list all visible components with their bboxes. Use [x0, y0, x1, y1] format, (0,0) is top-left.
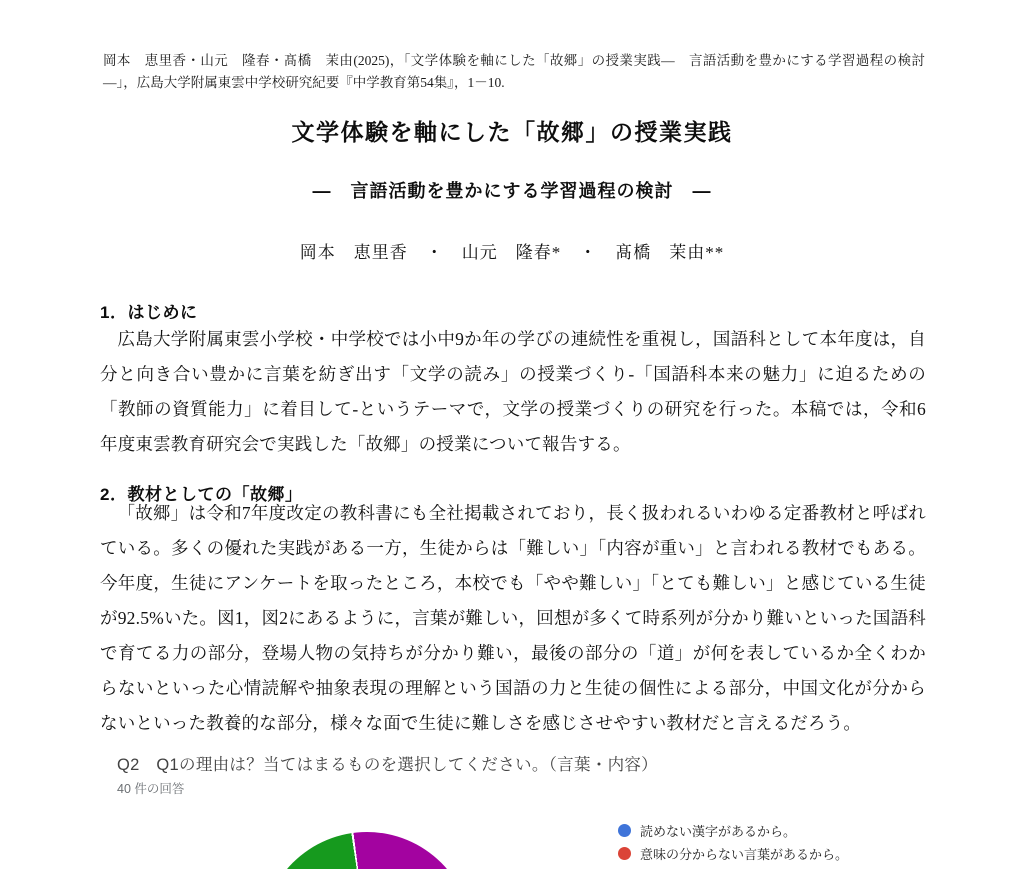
survey-figure	[0, 740, 1024, 869]
legend-dot-blue-icon	[618, 824, 631, 837]
section-1-heading: 1．はじめに	[100, 303, 198, 322]
legend-label: 読めない漢字があるから。	[640, 823, 797, 839]
survey-question-title: Q2 Q1の理由は？当てはまるものを選択してください。（言葉・内容）	[117, 756, 658, 774]
authors-line: 岡本 恵里香 ・ 山元 隆春* ・ 髙橋 茉由**	[299, 243, 725, 262]
survey-response-count: 40 件の回答	[117, 782, 185, 796]
section-2-paragraph: 「故郷」は令和7年度改定の教科書にも全社掲載されており，長く扱われるいわゆる定番教材と呼ばれている。多くの優れた実践がある一方，生徒からは「難しい」「内容が重い」と言われる教材でもある。今年度，生徒にアンケートを取ったところ，本校でも「やや難しい」「とても難しい」と感じている生徒が92.5%いた。図1，図2にあるように，言葉が難しい，回想が多くて時系列が分かり難いといった国語科で育てる力の部分，登場人物の気持ちが分かり難い，最後の部分の「道」が何を表しているか全くわからないといった心情読解や抽象表現の理解という国語の力と生徒の個性による部分，中国文化が分からないといった教養的な部分，様々な面で生徒に難しさを感じさせやすい教材だと言えるだろう。	[100, 503, 926, 733]
pie-legend	[618, 822, 848, 868]
section-2-heading: 2．教材としての「故郷」	[100, 485, 303, 504]
pie-chart	[262, 832, 472, 869]
section-1-paragraph: 広島大学附属東雲小学校・中学校では小中9か年の学びの連続性を重視し，国語科として本年度は，自分と向き合い豊かに言葉を紡ぎ出す「文学の読み」の授業づくり-「国語科本来の魅力」に迫るための「教師の資質能力」に着目して-というテーマで，文学の授業づくりの研究を行った。本稿では，令和6年度東雲教育研究会で実践した「故郷」の授業について報告する。	[100, 329, 926, 454]
legend-item	[618, 822, 848, 838]
paper-subtitle: ― 言語活動を豊かにする学習過程の検討 ―	[312, 181, 712, 201]
paper-title: 文学体験を軸にした「故郷」の授業実践	[291, 119, 733, 145]
legend-dot-red-icon	[618, 847, 631, 860]
legend-item	[618, 845, 848, 861]
legend-label: 意味の分からない言葉があるから。	[640, 846, 849, 862]
citation-header: 岡本 恵里香・山元 隆春・髙橋 茉由(2025)，「文学体験を軸にした「故郷」の授業実践― 言語活動を豊かにする学習過程の検討 ―」，広島大学附属東雲中学校研究紀要『中学教育第54集』，1－10.	[103, 53, 939, 90]
